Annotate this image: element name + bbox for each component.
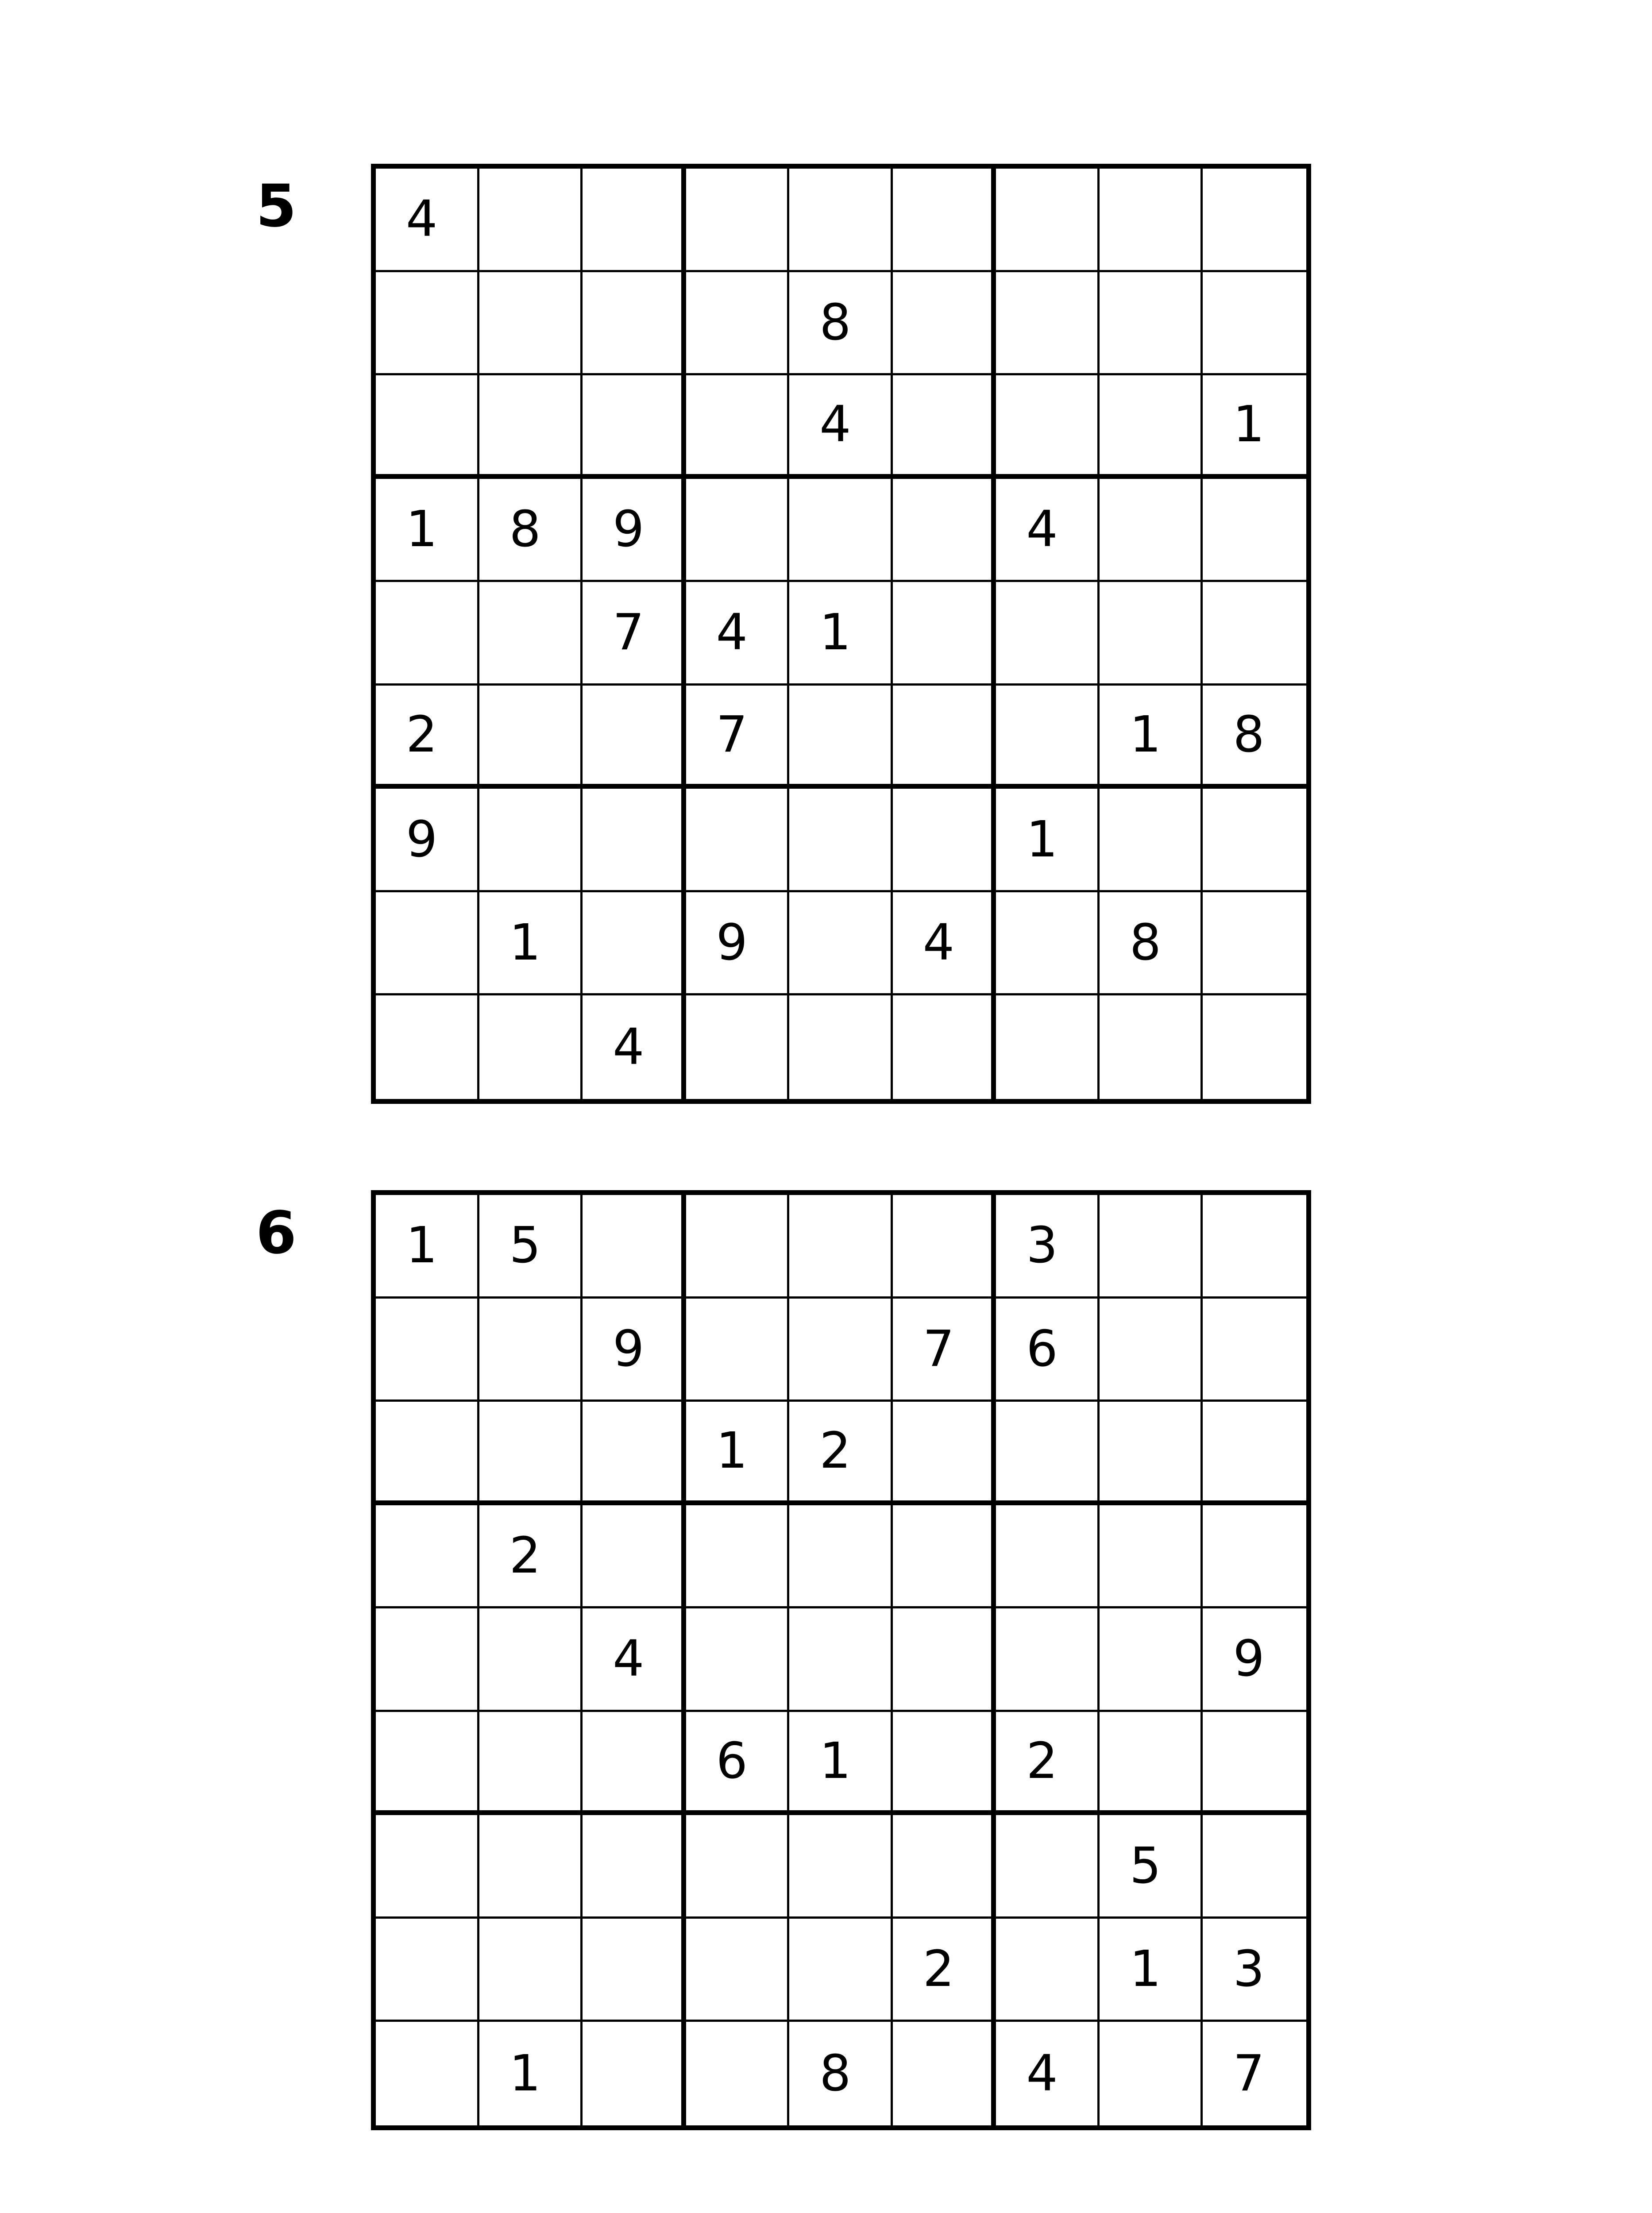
sudoku-cell-r9c2[interactable]: 1 xyxy=(479,2022,583,2125)
sudoku-cell-r9c8[interactable] xyxy=(1100,2022,1203,2125)
sudoku-cell-r5c7[interactable] xyxy=(996,1608,1100,1712)
sudoku-cell-r2c1[interactable] xyxy=(376,1299,479,1402)
sudoku-cell-r4c4[interactable] xyxy=(686,1505,790,1609)
sudoku-cell-r5c9[interactable] xyxy=(1203,582,1306,686)
sudoku-cell-r3c6[interactable] xyxy=(893,1402,996,1505)
sudoku-cell-r7c5[interactable] xyxy=(789,789,893,892)
sudoku-cell-r1c2[interactable]: 5 xyxy=(479,1195,583,1299)
sudoku-cell-r2c9[interactable] xyxy=(1203,1299,1306,1402)
sudoku-cell-r6c3[interactable] xyxy=(583,686,686,789)
sudoku-cell-r4c6[interactable] xyxy=(893,1505,996,1609)
sudoku-cell-r7c5[interactable] xyxy=(789,1815,893,1919)
sudoku-cell-r1c3[interactable] xyxy=(583,169,686,272)
sudoku-cell-r9c8[interactable] xyxy=(1100,995,1203,1099)
sudoku-cell-r1c2[interactable] xyxy=(479,169,583,272)
sudoku-cell-r1c4[interactable] xyxy=(686,169,790,272)
sudoku-cell-r8c3[interactable] xyxy=(583,892,686,996)
sudoku-cell-r2c8[interactable] xyxy=(1100,1299,1203,1402)
sudoku-cell-r5c8[interactable] xyxy=(1100,582,1203,686)
sudoku-cell-r1c9[interactable] xyxy=(1203,169,1306,272)
sudoku-cell-r6c7[interactable] xyxy=(996,686,1100,789)
sudoku-cell-r1c5[interactable] xyxy=(789,169,893,272)
sudoku-cell-r6c8[interactable] xyxy=(1100,1712,1203,1816)
sudoku-cell-r1c6[interactable] xyxy=(893,1195,996,1299)
sudoku-cell-r2c5[interactable] xyxy=(789,1299,893,1402)
sudoku-cell-r8c3[interactable] xyxy=(583,1919,686,2022)
sudoku-cell-r2c2[interactable] xyxy=(479,1299,583,1402)
sudoku-cell-r9c2[interactable] xyxy=(479,995,583,1099)
sudoku-cell-r9c4[interactable] xyxy=(686,2022,790,2125)
sudoku-cell-r1c3[interactable] xyxy=(583,1195,686,1299)
sudoku-cell-r5c2[interactable] xyxy=(479,582,583,686)
sudoku-cell-r7c6[interactable] xyxy=(893,1815,996,1919)
sudoku-cell-r4c2[interactable]: 2 xyxy=(479,1505,583,1609)
sudoku-cell-r9c9[interactable] xyxy=(1203,995,1306,1099)
sudoku-cell-r9c1[interactable] xyxy=(376,995,479,1099)
sudoku-cell-r3c3[interactable] xyxy=(583,1402,686,1505)
sudoku-cell-r8c5[interactable] xyxy=(789,1919,893,2022)
sudoku-cell-r5c6[interactable] xyxy=(893,582,996,686)
sudoku-cell-r4c9[interactable] xyxy=(1203,1505,1306,1609)
sudoku-cell-r7c7[interactable] xyxy=(996,1815,1100,1919)
sudoku-cell-r1c8[interactable] xyxy=(1100,1195,1203,1299)
sudoku-cell-r4c1[interactable]: 1 xyxy=(376,479,479,582)
sudoku-cell-r6c3[interactable] xyxy=(583,1712,686,1816)
sudoku-cell-r7c9[interactable] xyxy=(1203,789,1306,892)
sudoku-cell-r3c4[interactable]: 1 xyxy=(686,1402,790,1505)
sudoku-cell-r5c1[interactable] xyxy=(376,1608,479,1712)
sudoku-cell-r9c3[interactable] xyxy=(583,2022,686,2125)
sudoku-cell-r6c6[interactable] xyxy=(893,686,996,789)
sudoku-cell-r8c1[interactable] xyxy=(376,892,479,996)
sudoku-cell-r7c2[interactable] xyxy=(479,789,583,892)
sudoku-cell-r5c5[interactable]: 1 xyxy=(789,582,893,686)
sudoku-cell-r3c5[interactable]: 4 xyxy=(789,375,893,479)
sudoku-cell-r7c1[interactable] xyxy=(376,1815,479,1919)
sudoku-cell-r6c8[interactable]: 1 xyxy=(1100,686,1203,789)
sudoku-cell-r9c5[interactable]: 8 xyxy=(789,2022,893,2125)
sudoku-cell-r3c4[interactable] xyxy=(686,375,790,479)
sudoku-cell-r2c5[interactable]: 8 xyxy=(789,272,893,376)
sudoku-cell-r7c3[interactable] xyxy=(583,1815,686,1919)
puzzle-number-5: 5 xyxy=(256,172,297,240)
sudoku-cell-r6c5[interactable]: 1 xyxy=(789,1712,893,1816)
sudoku-cell-r4c9[interactable] xyxy=(1203,479,1306,582)
sudoku-cell-r7c6[interactable] xyxy=(893,789,996,892)
sudoku-cell-r6c1[interactable] xyxy=(376,1712,479,1816)
sudoku-cell-r1c4[interactable] xyxy=(686,1195,790,1299)
sudoku-cell-r1c7[interactable] xyxy=(996,169,1100,272)
sudoku-cell-r3c1[interactable] xyxy=(376,1402,479,1505)
sudoku-cell-r9c7[interactable]: 4 xyxy=(996,2022,1100,2125)
sudoku-cell-r3c3[interactable] xyxy=(583,375,686,479)
sudoku-cell-r2c1[interactable] xyxy=(376,272,479,376)
sudoku-cell-r8c9[interactable] xyxy=(1203,892,1306,996)
sudoku-cell-r1c1[interactable]: 4 xyxy=(376,169,479,272)
sudoku-cell-r3c9[interactable]: 1 xyxy=(1203,375,1306,479)
sudoku-cell-r4c5[interactable] xyxy=(789,1505,893,1609)
sudoku-cell-r6c4[interactable]: 6 xyxy=(686,1712,790,1816)
sudoku-cell-r8c5[interactable] xyxy=(789,892,893,996)
sudoku-cell-r1c6[interactable] xyxy=(893,169,996,272)
sudoku-cell-r2c3[interactable] xyxy=(583,272,686,376)
sudoku-cell-r4c7[interactable]: 4 xyxy=(996,479,1100,582)
sudoku-cell-r3c9[interactable] xyxy=(1203,1402,1306,1505)
sudoku-cell-r7c4[interactable] xyxy=(686,1815,790,1919)
sudoku-cell-r3c7[interactable] xyxy=(996,375,1100,479)
sudoku-cell-r4c8[interactable] xyxy=(1100,1505,1203,1609)
sudoku-cell-r3c8[interactable] xyxy=(1100,1402,1203,1505)
sudoku-cell-r7c8[interactable] xyxy=(1100,789,1203,892)
sudoku-cell-r1c1[interactable]: 1 xyxy=(376,1195,479,1299)
sudoku-cell-r4c4[interactable] xyxy=(686,479,790,582)
sudoku-cell-r2c4[interactable] xyxy=(686,272,790,376)
sudoku-cell-r9c6[interactable] xyxy=(893,995,996,1099)
sudoku-cell-r6c5[interactable] xyxy=(789,686,893,789)
sudoku-cell-r5c2[interactable] xyxy=(479,1608,583,1712)
sudoku-cell-r1c8[interactable] xyxy=(1100,169,1203,272)
sudoku-cell-r6c2[interactable] xyxy=(479,686,583,789)
sudoku-cell-r5c9[interactable]: 9 xyxy=(1203,1608,1306,1712)
sudoku-cell-r8c4[interactable]: 9 xyxy=(686,892,790,996)
sudoku-cell-r8c9[interactable]: 3 xyxy=(1203,1919,1306,2022)
sudoku-cell-r2c8[interactable] xyxy=(1100,272,1203,376)
sudoku-cell-r4c3[interactable]: 9 xyxy=(583,479,686,582)
sudoku-cell-r7c9[interactable] xyxy=(1203,1815,1306,1919)
sudoku-cell-r6c6[interactable] xyxy=(893,1712,996,1816)
sudoku-cell-r8c8[interactable]: 8 xyxy=(1100,892,1203,996)
sudoku-cell-r5c6[interactable] xyxy=(893,1608,996,1712)
sudoku-cell-r8c1[interactable] xyxy=(376,1919,479,2022)
sudoku-cell-r6c4[interactable]: 7 xyxy=(686,686,790,789)
sudoku-cell-r8c7[interactable] xyxy=(996,1919,1100,2022)
sudoku-cell-r7c7[interactable]: 1 xyxy=(996,789,1100,892)
sudoku-cell-r3c8[interactable] xyxy=(1100,375,1203,479)
sudoku-cell-r1c7[interactable]: 3 xyxy=(996,1195,1100,1299)
sudoku-cell-r8c2[interactable]: 1 xyxy=(479,892,583,996)
sudoku-cell-r9c5[interactable] xyxy=(789,995,893,1099)
sudoku-cell-r6c1[interactable]: 2 xyxy=(376,686,479,789)
sudoku-cell-r3c2[interactable] xyxy=(479,375,583,479)
sudoku-cell-r3c6[interactable] xyxy=(893,375,996,479)
sudoku-cell-r7c3[interactable] xyxy=(583,789,686,892)
sudoku-cell-r8c6[interactable]: 2 xyxy=(893,1919,996,2022)
sudoku-cell-r1c5[interactable] xyxy=(789,1195,893,1299)
sudoku-cell-r5c5[interactable] xyxy=(789,1608,893,1712)
sudoku-cell-r9c1[interactable] xyxy=(376,2022,479,2125)
sudoku-cell-r2c4[interactable] xyxy=(686,1299,790,1402)
sudoku-cell-r5c3[interactable]: 7 xyxy=(583,582,686,686)
sudoku-cell-r5c3[interactable]: 4 xyxy=(583,1608,686,1712)
sudoku-cell-r9c3[interactable]: 4 xyxy=(583,995,686,1099)
sudoku-cell-r8c7[interactable] xyxy=(996,892,1100,996)
sudoku-cell-r2c9[interactable] xyxy=(1203,272,1306,376)
sudoku-cell-r9c6[interactable] xyxy=(893,2022,996,2125)
sudoku-cell-r9c4[interactable] xyxy=(686,995,790,1099)
sudoku-cell-r4c5[interactable] xyxy=(789,479,893,582)
sudoku-cell-r1c9[interactable] xyxy=(1203,1195,1306,1299)
sudoku-cell-r5c4[interactable]: 4 xyxy=(686,582,790,686)
sudoku-cell-r6c9[interactable]: 8 xyxy=(1203,686,1306,789)
sudoku-board-6 xyxy=(371,1190,1311,2130)
sudoku-cell-r8c8[interactable]: 1 xyxy=(1100,1919,1203,2022)
sudoku-cell-r4c7[interactable] xyxy=(996,1505,1100,1609)
sudoku-cell-r7c1[interactable]: 9 xyxy=(376,789,479,892)
sudoku-cell-r8c6[interactable]: 4 xyxy=(893,892,996,996)
sudoku-cell-r2c2[interactable] xyxy=(479,272,583,376)
sudoku-cell-r6c2[interactable] xyxy=(479,1712,583,1816)
sudoku-cell-r6c7[interactable]: 2 xyxy=(996,1712,1100,1816)
sudoku-cell-r8c2[interactable] xyxy=(479,1919,583,2022)
sudoku-cell-r2c6[interactable]: 7 xyxy=(893,1299,996,1402)
sudoku-cell-r7c8[interactable]: 5 xyxy=(1100,1815,1203,1919)
sudoku-cell-r7c2[interactable] xyxy=(479,1815,583,1919)
sudoku-cell-r8c4[interactable] xyxy=(686,1919,790,2022)
sudoku-cell-r4c6[interactable] xyxy=(893,479,996,582)
sudoku-cell-r5c7[interactable] xyxy=(996,582,1100,686)
sudoku-cell-r3c5[interactable]: 2 xyxy=(789,1402,893,1505)
sudoku-cell-r3c7[interactable] xyxy=(996,1402,1100,1505)
sudoku-cell-r7c4[interactable] xyxy=(686,789,790,892)
sudoku-cell-r2c7[interactable] xyxy=(996,272,1100,376)
sudoku-cell-r5c4[interactable] xyxy=(686,1608,790,1712)
sudoku-cell-r6c9[interactable] xyxy=(1203,1712,1306,1816)
sudoku-cell-r2c3[interactable]: 9 xyxy=(583,1299,686,1402)
sudoku-cell-r5c8[interactable] xyxy=(1100,1608,1203,1712)
sudoku-cell-r3c2[interactable] xyxy=(479,1402,583,1505)
sudoku-cell-r2c7[interactable]: 6 xyxy=(996,1299,1100,1402)
sudoku-cell-r4c1[interactable] xyxy=(376,1505,479,1609)
sudoku-board-5 xyxy=(371,164,1311,1104)
puzzle-number-6: 6 xyxy=(256,1199,297,1267)
sudoku-cell-r9c7[interactable] xyxy=(996,995,1100,1099)
sudoku-cell-r4c2[interactable]: 8 xyxy=(479,479,583,582)
sudoku-cell-r4c8[interactable] xyxy=(1100,479,1203,582)
sudoku-cell-r2c6[interactable] xyxy=(893,272,996,376)
sudoku-cell-r3c1[interactable] xyxy=(376,375,479,479)
sudoku-cell-r9c9[interactable]: 7 xyxy=(1233,2045,1265,2103)
sudoku-cell-r5c1[interactable] xyxy=(376,582,479,686)
sudoku-cell-r4c3[interactable] xyxy=(583,1505,686,1609)
